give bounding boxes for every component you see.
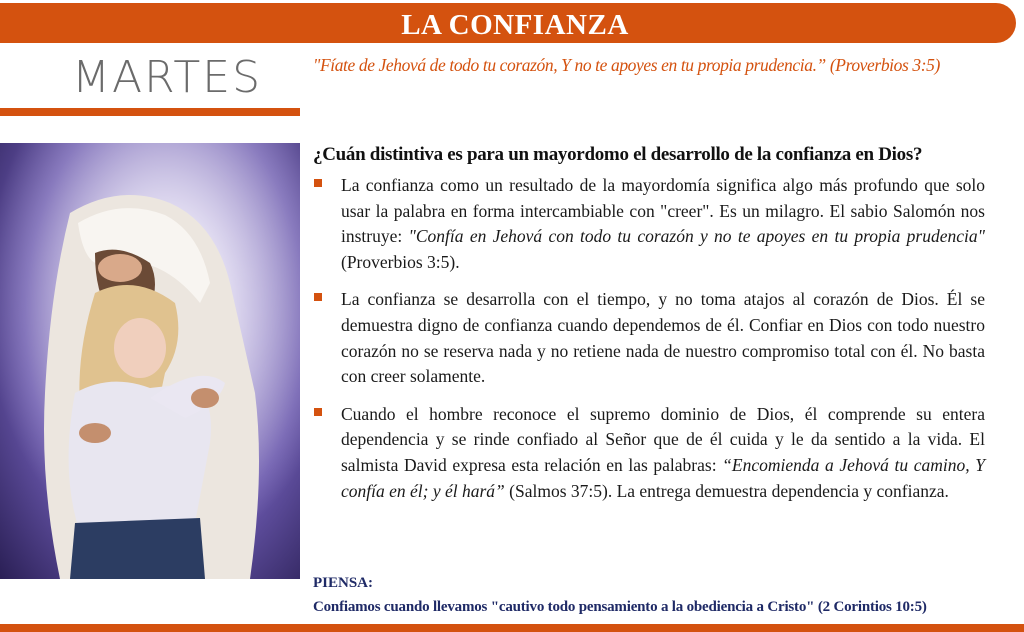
square-bullet-icon <box>314 179 322 187</box>
bullet-text-segment: (Proverbios 3:5). <box>341 251 460 272</box>
day-label: MARTES <box>72 52 263 103</box>
bullet-item <box>313 173 985 275</box>
bullet-text <box>341 175 985 272</box>
title-bar <box>0 3 1016 43</box>
theme-verse: "Fíate de Jehová de todo tu corazón, Y no te apoyes en tu propia prudencia.” (Proverbios 3:5) <box>313 55 940 75</box>
think-label: PIENSA: <box>313 575 374 591</box>
bullet-text <box>341 404 985 501</box>
bullet-text-segment: La confianza se desarrolla con el tiempo, y no toma atajos al corazón de Dios. Él se demuestra digno de confianza cuando dependemos de él. Confiar en Dios con todo nuestro corazón no se reserva nada y no retiene nada de nuestro compromiso total con él. No basta con creer solamente. <box>341 289 985 387</box>
day-underline <box>0 108 300 116</box>
slide-title: LA CONFIANZA <box>401 9 629 41</box>
bottom-bar <box>0 624 1024 632</box>
square-bullet-icon <box>314 293 322 301</box>
bullet-text <box>341 289 985 386</box>
bullet-quote: “Encomienda a Jehová tu camino, Y confía en él; y él hará” <box>341 454 985 501</box>
bullet-text-segment: (Salmos 37:5). La entrega demuestra dependencia y confianza. <box>504 480 949 501</box>
main-question: ¿Cuán distintiva es para un mayordomo el desarrollo de la confianza en Dios? <box>313 144 923 165</box>
bullet-quote: "Confía en Jehová con todo tu corazón y no te apoyes en tu propia prudencia" <box>408 226 985 247</box>
embrace-illustration-icon <box>0 143 300 579</box>
bullet-list <box>313 173 985 516</box>
bullet-item <box>313 402 985 504</box>
embrace-illustration <box>0 143 300 579</box>
bullet-text-segment: La confianza como un resultado de la mayordomía significa algo más profundo que solo usar la palabra en forma intercambiable con "creer". Es un milagro. El sabio Salomón nos instruye: <box>341 175 985 247</box>
think-text: Confiamos cuando llevamos "cautivo todo pensamiento a la obediencia a Cristo" (2 Corintios 10:5) <box>313 599 927 615</box>
square-bullet-icon <box>314 408 322 416</box>
bullet-item <box>313 287 985 389</box>
bullet-text-segment: Cuando el hombre reconoce el supremo dominio de Dios, él comprende su entera dependencia y se rinde confiado al Señor que de él cuida y le da sentido a la vida. El salmista David expresa esta relación en las palabras: <box>341 403 985 475</box>
